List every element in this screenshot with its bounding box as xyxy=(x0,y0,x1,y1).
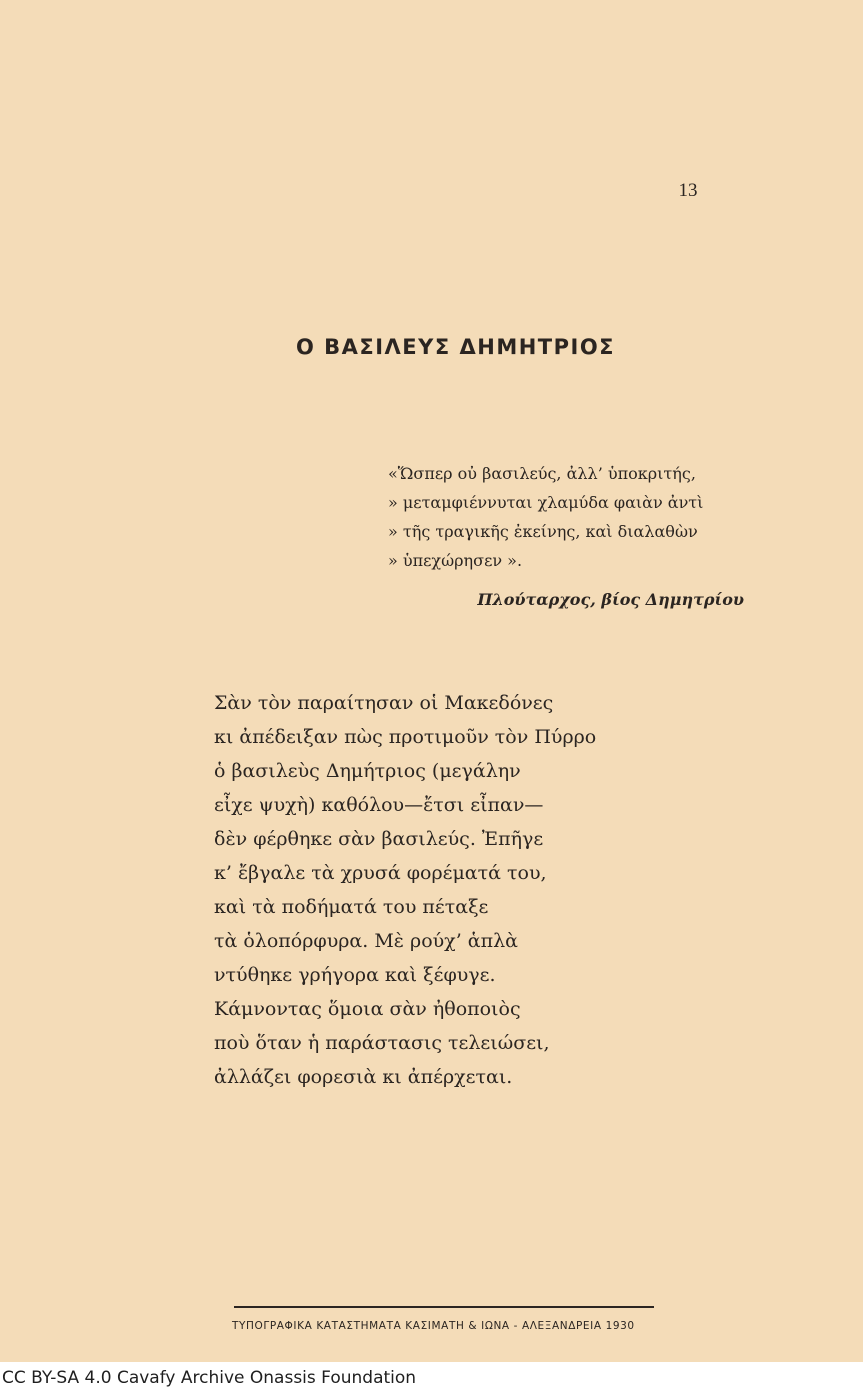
poem-line: δὲν φέρθηκε σὰν βασιλεύς. Ἐπῆγε xyxy=(214,828,544,850)
license-caption: CC BY-SA 4.0 Cavafy Archive Onassis Foundation xyxy=(2,1368,417,1388)
poem-line: εἶχε ψυχὴ) καθόλου—ἔτσι εἶπαν— xyxy=(214,794,544,816)
epigraph-line: «Ὥσπερ οὐ βασιλεύς, ἀλλ’ ὑποκριτής, xyxy=(388,464,696,483)
poem-line: ποὺ ὅταν ἡ παράστασις τελειώσει, xyxy=(214,1032,550,1054)
poem-line: κ’ ἔβγαλε τὰ χρυσά φορέματά του, xyxy=(214,862,547,884)
poem-title: Ο ΒΑΣΙΛΕΥΣ ΔΗΜΗΤΡΙΟΣ xyxy=(295,335,616,359)
poem-line: ντύθηκε γρήγορα καὶ ξέφυγε. xyxy=(214,964,496,986)
poem-line: καὶ τὰ ποδήματά του πέταξε xyxy=(214,896,489,918)
epigraph-line: » μεταμφιέννυται χλαμύδα φαιὰν ἀντὶ xyxy=(388,493,704,512)
printer-imprint: ΤΥΠΟΓΡΑΦΙΚΑ ΚΑΤΑΣΤΗΜΑΤΑ ΚΑΣΙΜΑΤΗ & ΙΩΝΑ - ΑΛΕΞΑΝΔΡΕΙΑ 1930 xyxy=(232,1320,635,1332)
poem-line: ἀλλάζει φορεσιὰ κι ἀπέρχεται. xyxy=(214,1066,513,1088)
page-number: 13 xyxy=(678,180,698,201)
poem-body xyxy=(214,686,714,1094)
epigraph-line: » ὑπεχώρησεν ». xyxy=(388,551,523,570)
footer-divider xyxy=(234,1306,654,1308)
poem-line: Σὰν τὸν παραίτησαν οἱ Μακεδόνες xyxy=(214,692,554,714)
poem-line: ὁ βασιλεὺς Δημήτριος (μεγάλην xyxy=(214,760,521,782)
poem-line: τὰ ὁλοπόρφυρα. Μὲ ρούχ’ ἁπλὰ xyxy=(214,930,518,952)
epigraph xyxy=(388,459,748,575)
poem-line: κι ἀπέδειξαν πὼς προτιμοῦν τὸν Πύρρο xyxy=(214,726,597,748)
epigraph-attribution: Πλούταρχος, βίος Δημητρίου xyxy=(477,590,744,609)
epigraph-line: » τῆς τραγικῆς ἐκείνης, καὶ διαλαθὼν xyxy=(388,522,698,541)
poem-line: Κάμνοντας ὅμοια σὰν ἠθοποιὸς xyxy=(214,998,521,1020)
